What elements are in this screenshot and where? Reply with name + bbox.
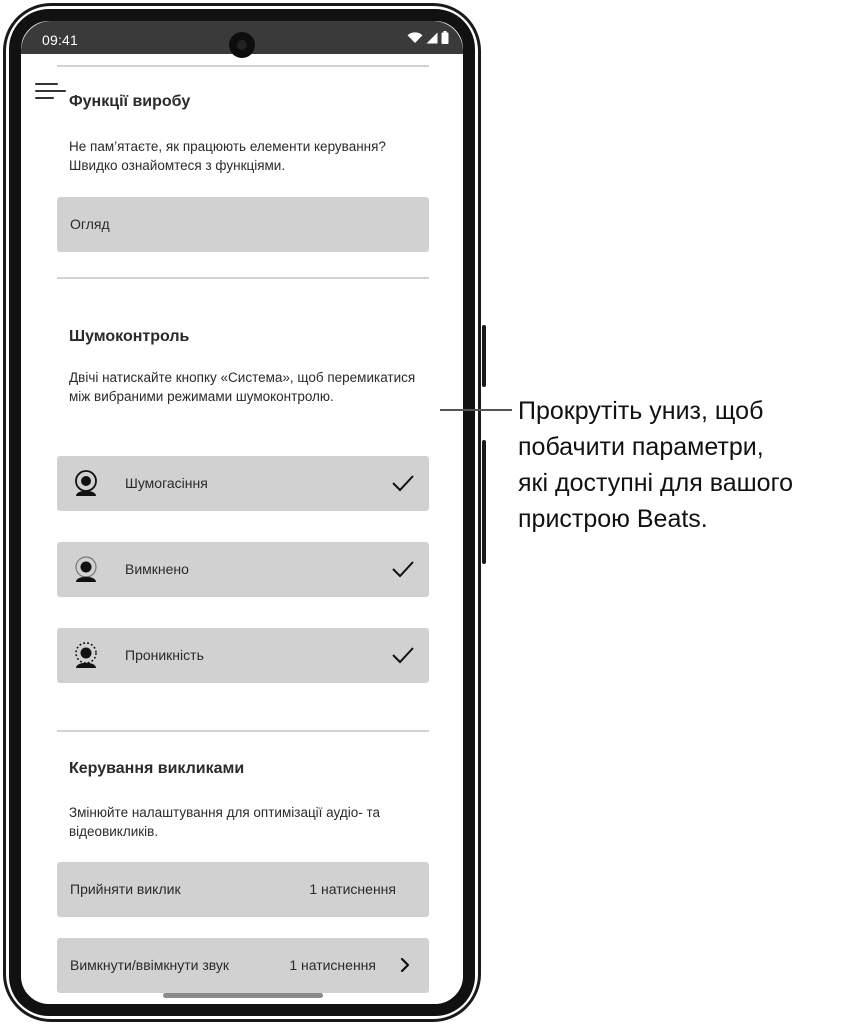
callout-line: пристрою Beats. [518,505,708,533]
mode-label: Вимкнено [125,561,189,577]
checkmark-icon [391,559,415,579]
divider-noise-control [57,730,429,732]
features-description: Не пам’ятаєте, як працюють елементи керування? Швидко ознайомтеся з функціями. [69,139,386,173]
checkmark-icon [391,645,415,665]
battery-icon [441,31,449,44]
mute-toggle-row[interactable] [57,938,429,993]
mode-label: Проникність [125,647,204,663]
noise-control-title: Шумоконтроль [69,328,190,345]
overview-label: Огляд [70,216,110,232]
chevron-right-icon [399,956,411,974]
signal-icon [426,32,438,44]
front-camera [229,32,255,58]
divider-features [57,277,429,279]
transparency-icon [71,641,101,671]
hamburger-menu-button[interactable] [33,79,67,103]
checkmark-icon [391,473,415,493]
call-controls-description: Змінюйте налаштування для оптимізації аудіо- та відеовикликів. [69,805,381,839]
mode-label: Шумогасіння [125,475,208,491]
features-title: Функції виробу [69,93,191,110]
callout-leader-line [440,409,512,411]
status-icons [407,31,449,44]
callout-line: Прокрутіть униз, щоб [518,397,764,425]
noise-control-description: Двічі натискайте кнопку «Система», щоб перемикатися між вибраними режимами шумоконтролю. [69,370,416,404]
volume-button [482,325,486,387]
mute-toggle-value: 1 натиснення [289,957,376,973]
mode-off[interactable] [57,542,429,597]
call-answer-value: 1 натиснення [309,881,396,897]
status-time: 09:41 [42,32,79,48]
call-answer-label: Прийняти виклик [70,881,181,897]
noise-off-icon [71,555,101,585]
overview-button[interactable] [57,197,429,252]
wifi-icon [407,32,423,44]
phone-screen [21,21,463,1004]
power-button [482,440,486,564]
divider-top [57,65,429,67]
noise-cancellation-icon [71,469,101,499]
callout-line: побачити параметри, [518,433,764,461]
mute-toggle-label: Вимкнути/ввімкнути звук [70,957,230,973]
mode-noise-cancellation[interactable] [57,456,429,511]
callout-line: які доступні для вашого [518,469,794,497]
callout-text [518,393,852,537]
home-indicator[interactable] [163,993,323,998]
mode-transparency[interactable] [57,628,429,683]
call-controls-title: Керування викликами [69,760,245,777]
call-answer-row[interactable] [57,862,429,917]
hamburger-menu-icon [33,79,67,103]
